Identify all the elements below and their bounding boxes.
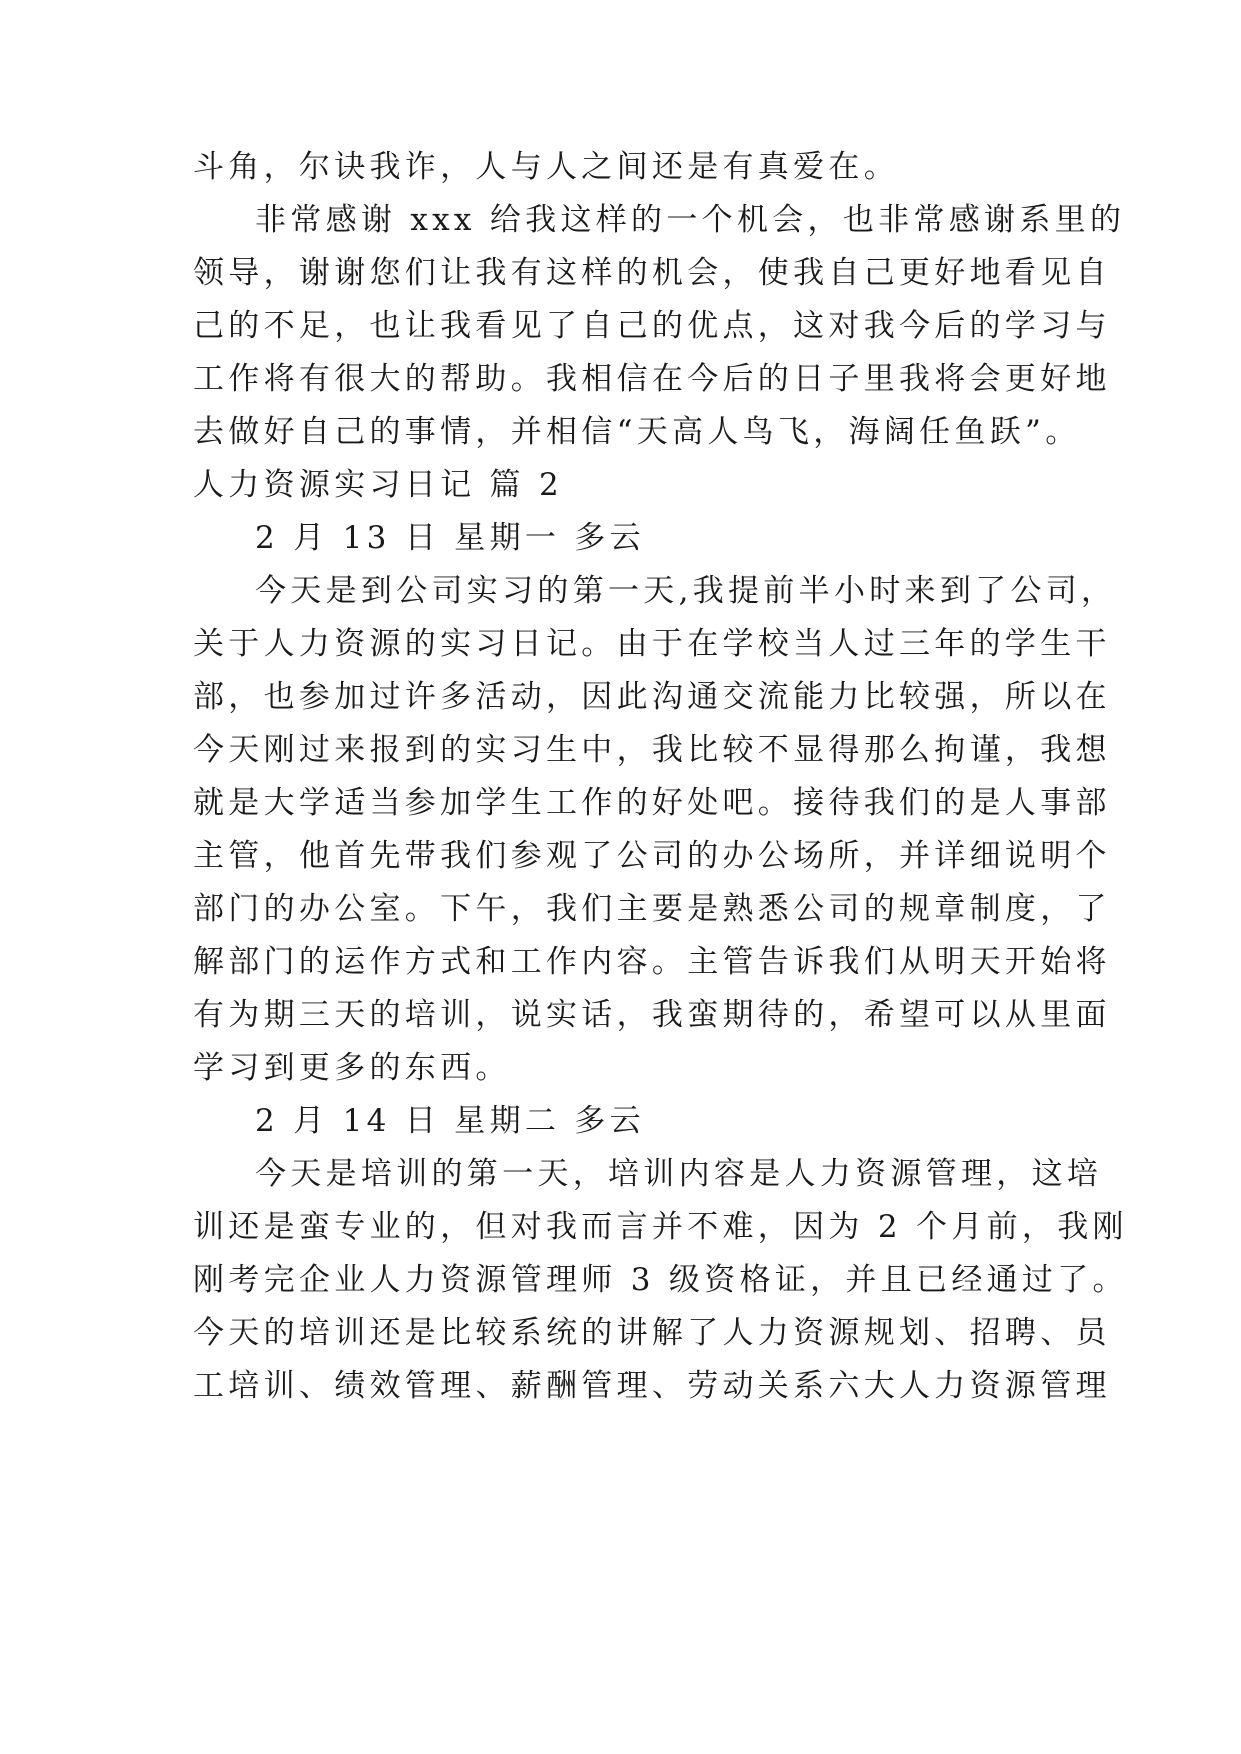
text-line: 学习到更多的东西。	[193, 1050, 511, 1086]
diary-date-line: 2 月 13 日 星期一 多云	[255, 520, 645, 556]
text-line: 有为期三天的培训，说实话，我蛮期待的，希望可以从里面	[193, 997, 1111, 1033]
paragraph-start-line: 今天是培训的第一天，培训内容是人力资源管理，这培	[255, 1156, 1103, 1192]
text-line: 部门的办公室。下午，我们主要是熟悉公司的规章制度，了	[193, 891, 1111, 927]
text-line: 关于人力资源的实习日记。由于在学校当人过三年的学生干	[193, 626, 1111, 662]
paragraph-start-line: 非常感谢 xxx 给我这样的一个机会，也非常感谢系里的	[255, 202, 1126, 238]
text-line: 工作将有很大的帮助。我相信在今后的日子里我将会更好地	[193, 361, 1111, 397]
text-line: 领导，谢谢您们让我有这样的机会，使我自己更好地看见自	[193, 255, 1111, 291]
paragraph-start-line: 今天是到公司实习的第一天,我提前半小时来到了公司，	[255, 573, 1117, 609]
text-line: 解部门的运作方式和工作内容。主管告诉我们从明天开始将	[193, 944, 1111, 980]
text-line: 工培训、绩效管理、薪酬管理、劳动关系六大人力资源管理	[193, 1368, 1111, 1404]
text-line: 己的不足，也让我看见了自己的优点，这对我今后的学习与	[193, 308, 1111, 344]
text-line: 主管，他首先带我们参观了公司的办公场所，并详细说明个	[193, 838, 1111, 874]
text-line: 就是大学适当参加学生工作的好处吧。接待我们的是人事部	[193, 785, 1111, 821]
text-line: 部，也参加过许多活动，因此沟通交流能力比较强，所以在	[193, 679, 1111, 715]
text-line: 今天的培训还是比较系统的讲解了人力资源规划、招聘、员	[193, 1315, 1111, 1351]
text-line: 训还是蛮专业的，但对我而言并不难，因为 2 个月前，我刚	[193, 1209, 1128, 1245]
text-line: 斗角，尔诀我诈，人与人之间还是有真爱在。	[193, 149, 899, 185]
text-line: 今天刚过来报到的实习生中，我比较不显得那么拘谨，我想	[193, 732, 1111, 768]
text-line: 刚考完企业人力资源管理师 3 级资格证，并且已经通过了。	[193, 1262, 1128, 1298]
section-heading: 人力资源实习日记 篇 2	[193, 467, 564, 503]
diary-date-line: 2 月 14 日 星期二 多云	[255, 1103, 645, 1139]
text-line: 去做好自己的事情，并相信“天高人鸟飞，海阔任鱼跃”。	[193, 414, 1081, 450]
